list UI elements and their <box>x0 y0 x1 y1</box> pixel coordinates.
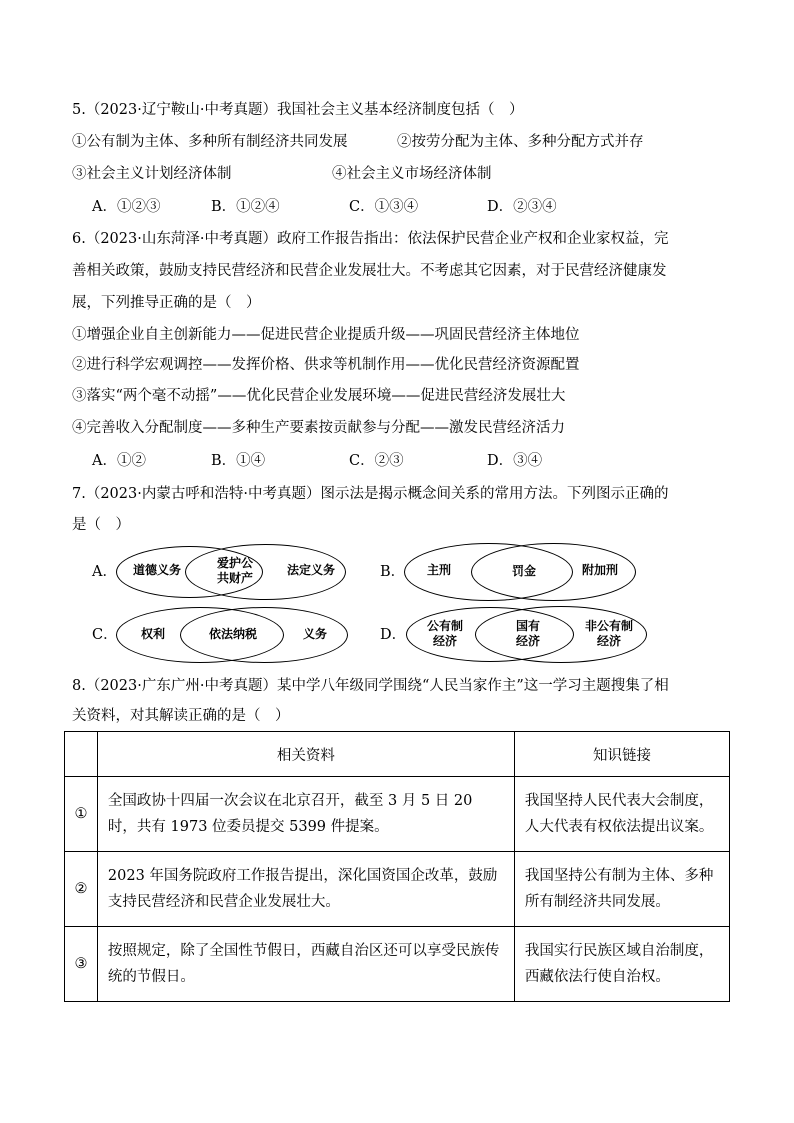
diagram-c-right-label: 义务 <box>302 627 327 641</box>
q5-option-a: A．①②③ <box>92 199 161 215</box>
q5-item-1: ①公有制为主体、多种所有制经济共同发展 <box>72 134 348 150</box>
diagram-b-left-label: 主刑 <box>426 563 451 577</box>
q8-stem-line-2: 关资料，对其解读正确的是（ ） <box>72 708 290 724</box>
diagram-a-left-label: 道德义务 <box>132 563 181 577</box>
diagram-a-middle-label: 爱护公 共财产 <box>216 556 253 585</box>
q5-item-2: ②按劳分配为主体、多种分配方式并存 <box>397 134 644 150</box>
table-row <box>65 927 730 1002</box>
q7-stem-line-1: 7.（2023·内蒙古呼和浩特·中考真题）图示法是揭示概念间关系的常用方法。下列图示正确的 <box>72 486 669 502</box>
diagram-b-right-label: 附加刑 <box>581 563 618 577</box>
diagram-a-right-label: 法定义务 <box>286 563 335 577</box>
q7-diagram-c <box>116 607 348 663</box>
q5-option-c: C．①③④ <box>349 199 419 215</box>
row-num: ① <box>65 777 98 852</box>
header-material: 相关资料 <box>97 732 514 777</box>
q5-stem: 5.（2023·辽宁鞍山·中考真题）我国社会主义基本经济制度包括（ ） <box>72 102 524 118</box>
diagram-b-middle-label: 罚金 <box>511 564 536 578</box>
q7-option-c-letter: C． <box>92 627 118 643</box>
q6-item-3: ③落实“两个毫不动摇”——优化民营企业发展环境——促进民营经济发展壮大 <box>72 388 566 404</box>
q7-stem-line-2: 是（ ） <box>72 517 130 533</box>
header-link: 知识链接 <box>514 732 729 777</box>
q6-option-c: C．②③ <box>349 453 404 469</box>
q7-option-b-letter: B． <box>380 564 406 580</box>
diagram-c-left-label: 权利 <box>140 627 165 641</box>
table-header-row <box>65 732 730 777</box>
row-link: 我国坚持人民代表大会制度，人大代表有权依法提出议案。 <box>514 777 729 852</box>
q8-table <box>64 731 730 1002</box>
row-num: ② <box>65 852 98 927</box>
row-material: 全国政协十四届一次会议在北京召开，截至 3 月 5 日 20 时，共有 1973 位委员提交 5399 件提案。 <box>97 777 514 852</box>
row-material: 2023 年国务院政府工作报告提出，深化国资国企改革，鼓励支持民营经济和民营企业发展壮大。 <box>97 852 514 927</box>
table-row <box>65 852 730 927</box>
row-link: 我国实行民族区域自治制度，西藏依法行使自治权。 <box>514 927 729 1002</box>
q7-diagram-b <box>404 543 636 601</box>
q7-diagram-d <box>406 606 647 663</box>
q6-item-4: ④完善收入分配制度——多种生产要素按贡献参与分配——激发民营经济活力 <box>72 420 565 436</box>
row-link: 我国坚持公有制为主体、多种所有制经济共同发展。 <box>514 852 729 927</box>
q6-item-2: ②进行科学宏观调控——发挥价格、供求等机制作用——优化民营经济资源配置 <box>72 357 580 373</box>
diagram-c-middle-label: 依法纳税 <box>208 627 257 641</box>
q7-option-a-letter: A． <box>92 564 117 580</box>
q6-item-1: ①增强企业自主创新能力——促进民营企业提质升级——巩固民营经济主体地位 <box>72 327 580 343</box>
q5-option-b: B．①②④ <box>211 199 280 215</box>
table-row <box>65 777 730 852</box>
q6-option-d: D．③④ <box>487 453 543 469</box>
row-num: ③ <box>65 927 98 1002</box>
q7-option-d-letter: D． <box>380 627 407 643</box>
q6-stem-line-3: 展，下列推导正确的是（ ） <box>72 295 261 311</box>
diagram-d-right-label: 非公有制 经济 <box>584 619 633 648</box>
header-num <box>65 732 98 777</box>
q5-option-d: D．②③④ <box>487 199 557 215</box>
q5-item-4: ④社会主义市场经济体制 <box>332 166 492 182</box>
q7-diagram-a <box>116 544 346 600</box>
q8-stem-line-1: 8.（2023·广东广州·中考真题）某中学八年级同学围绕“人民当家作主”这一学习主题搜集了相 <box>72 678 669 694</box>
diagram-d-middle-label: 国有 经济 <box>515 619 540 648</box>
q6-stem-line-1: 6.（2023·山东菏泽·中考真题）政府工作报告指出：依法保护民营企业产权和企业家权益，完 <box>72 231 669 247</box>
q6-option-b: B．①④ <box>211 453 266 469</box>
q6-stem-line-2: 善相关政策，鼓励支持民营经济和民营企业发展壮大。不考虑其它因素，对于民营经济健康发 <box>72 263 667 279</box>
row-material: 按照规定，除了全国性节假日，西藏自治区还可以享受民族传统的节假日。 <box>97 927 514 1002</box>
q6-option-a: A．①② <box>92 453 146 469</box>
diagram-d-left-label: 公有制 经济 <box>426 619 463 648</box>
q5-item-3: ③社会主义计划经济体制 <box>72 166 232 182</box>
